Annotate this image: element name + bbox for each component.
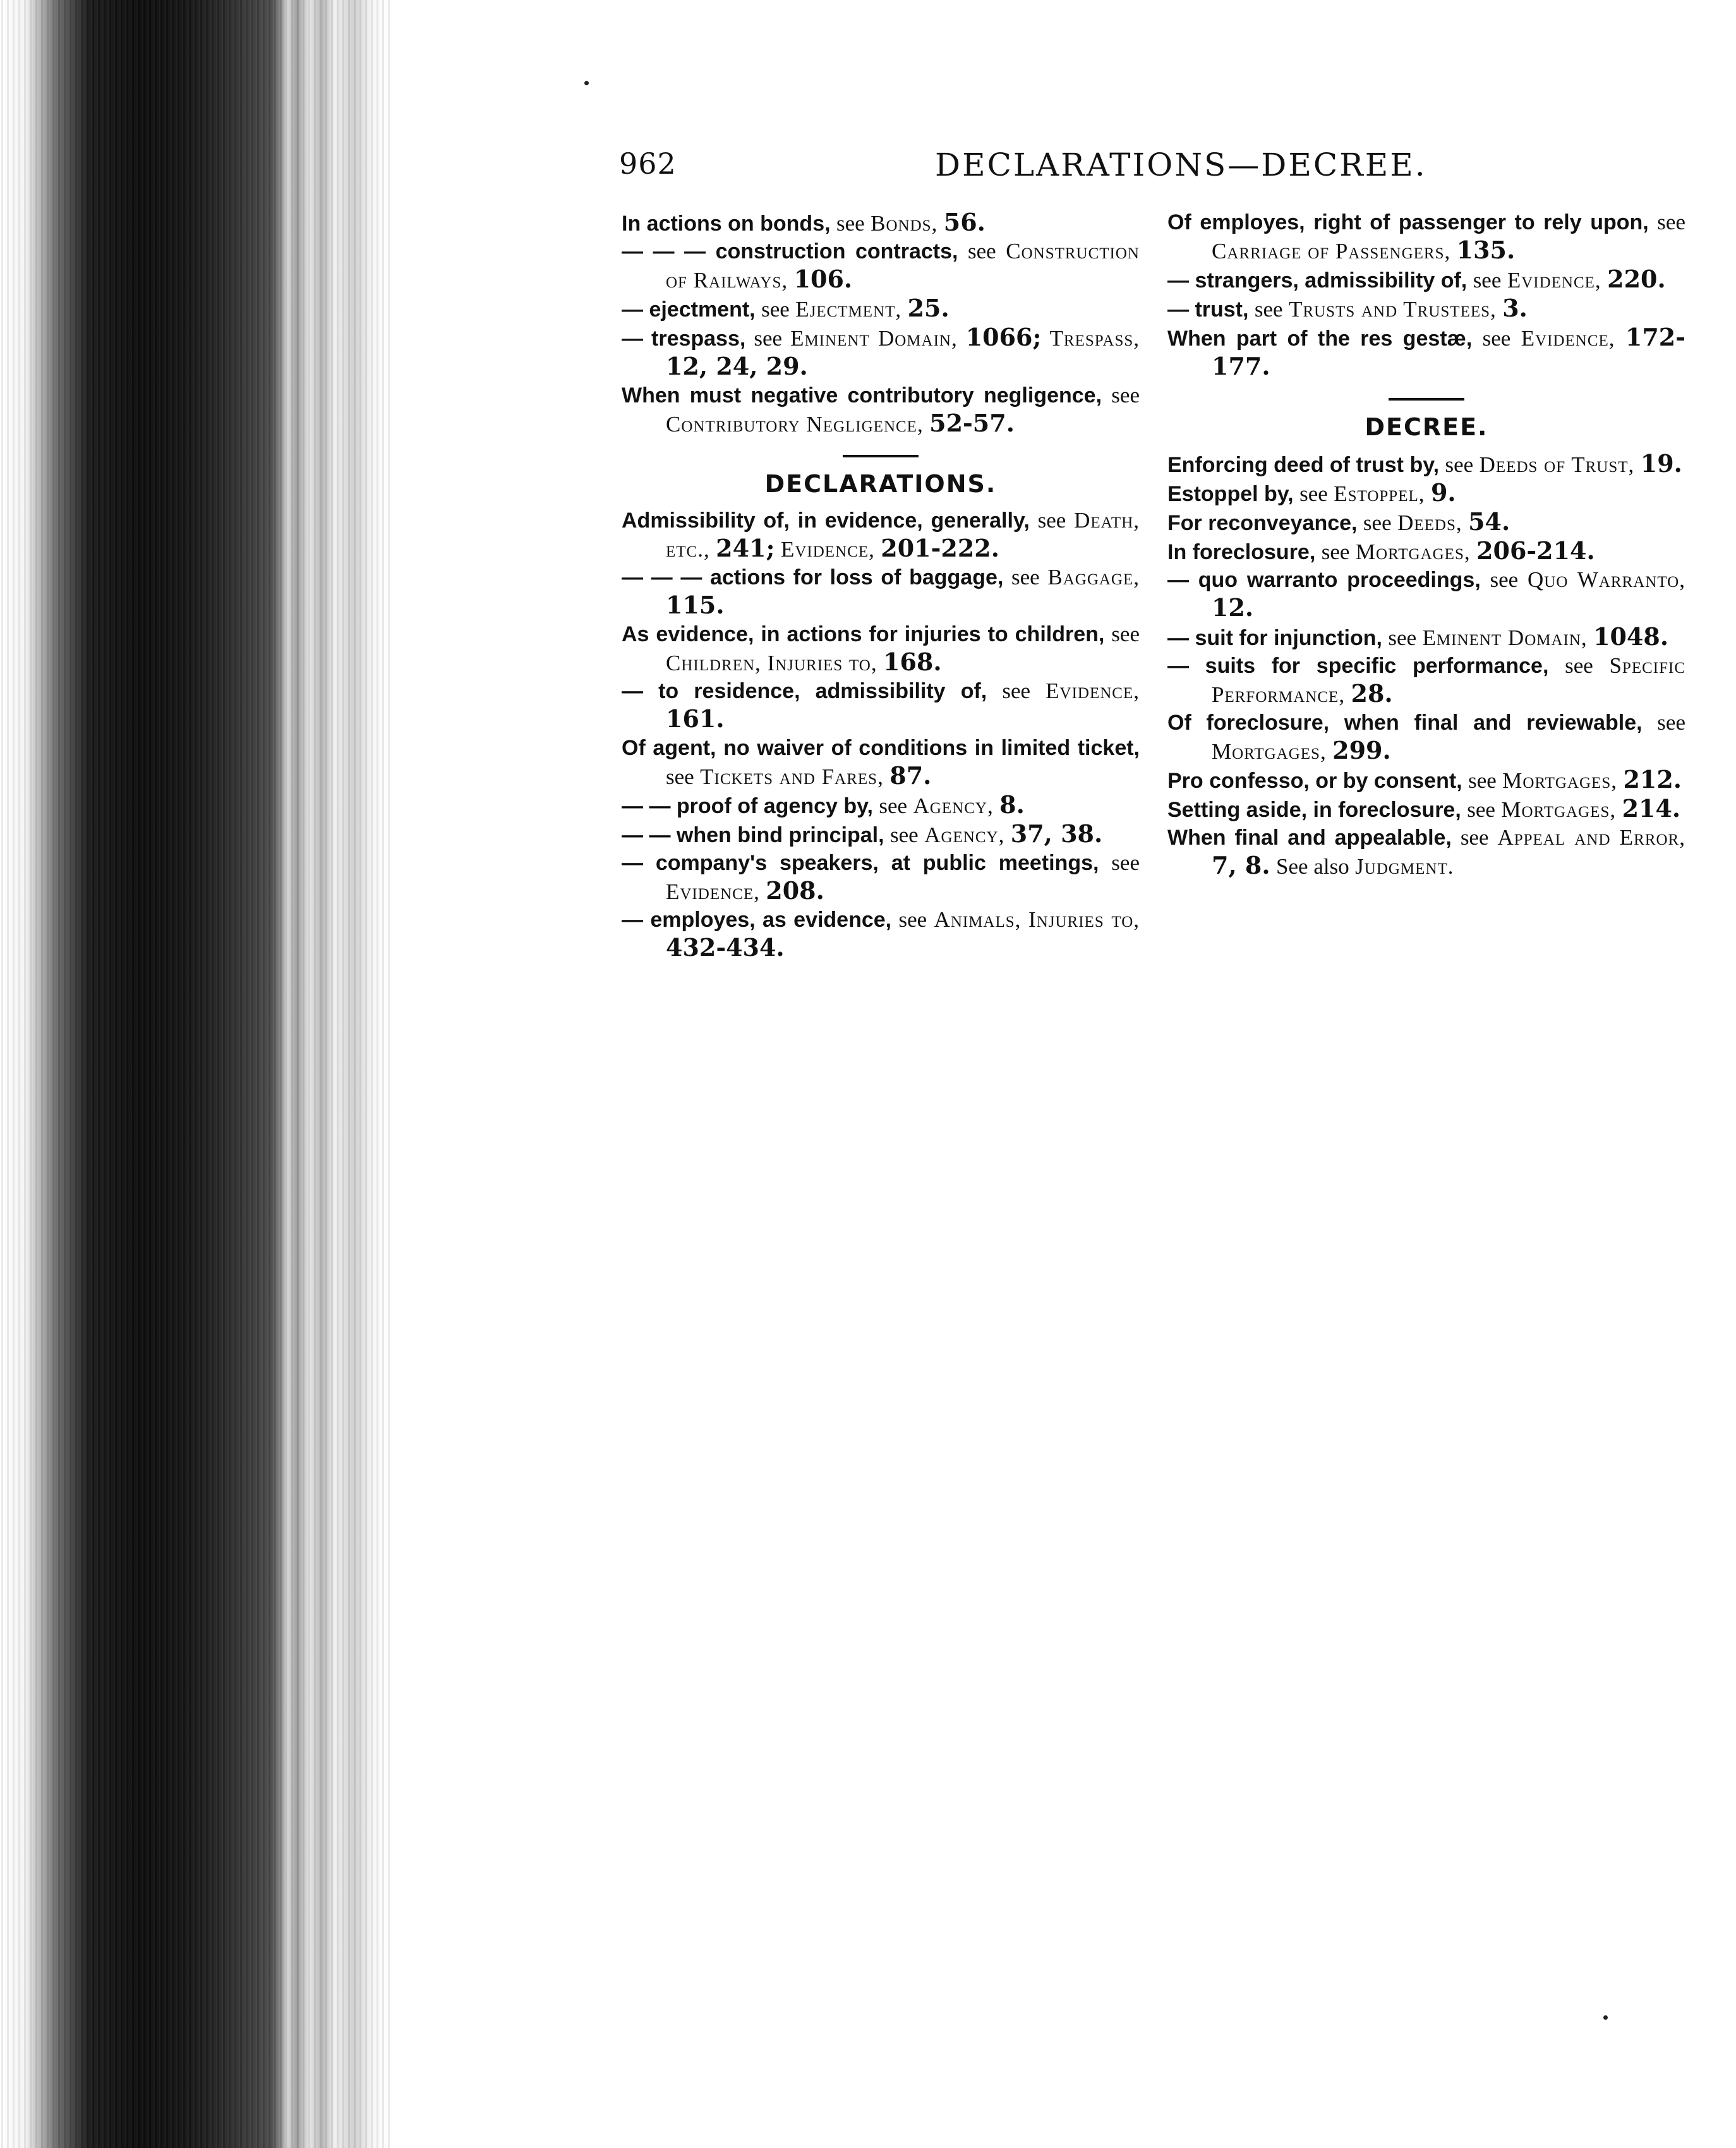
entry-heading: — ejectment, [622, 298, 762, 322]
entry-heading: — — — construction contracts, [622, 239, 968, 263]
reference-number: 56. [943, 208, 986, 236]
index-entry [622, 382, 1140, 438]
section-heading-declarations: DECLARATIONS. [764, 470, 997, 498]
right-entries [1167, 208, 1685, 382]
see-word: see [1467, 797, 1495, 822]
see-word: see [836, 211, 865, 236]
reference-number: 220. [1607, 265, 1666, 293]
see-word: see [1321, 540, 1350, 564]
entry-heading: When final and appealable, [1167, 826, 1461, 850]
page-number: 962 [619, 147, 677, 181]
cross-reference-topic: Trespass, [1049, 326, 1140, 351]
scanned-spine-streaks [0, 0, 392, 2148]
see-word: see [1657, 710, 1685, 735]
entry-heading: — — proof of agency by, [622, 794, 879, 818]
decree-entries [1167, 450, 1685, 881]
entry-heading: Estoppel by, [1167, 482, 1300, 506]
index-entry [622, 294, 1140, 323]
entry-heading: Of agent, no waiver of conditions in limited ticket, [622, 736, 1140, 760]
cross-reference-topic: Evidence, [1046, 679, 1140, 703]
index-entry [622, 849, 1140, 906]
cross-reference-topic: Evidence, [1521, 326, 1615, 351]
scan-speck [584, 81, 589, 85]
section-heading-decree: DECREE. [1365, 413, 1488, 441]
index-entry [1167, 323, 1685, 382]
entry-heading: — — — actions for loss of baggage, [622, 565, 1011, 589]
index-entry [622, 507, 1140, 564]
see-word: see [879, 793, 908, 818]
see-word: see [1011, 565, 1040, 589]
reference-number: 208. [766, 876, 824, 905]
reference-number: 19. [1640, 449, 1682, 478]
reference-number: 168. [883, 648, 942, 676]
cross-reference-topic: Quo Warranto, [1528, 567, 1685, 592]
entry-heading: Of employes, right of passenger to rely upon, [1167, 210, 1658, 234]
index-entry [622, 323, 1140, 382]
reference-number: 7, 8. [1212, 851, 1270, 879]
cross-reference-topic: Contributory Negligence, [666, 412, 924, 437]
cross-reference-topic: Agency, [913, 793, 994, 818]
index-entry [622, 208, 1140, 238]
cross-reference-topic: Specific Performance, [1212, 653, 1686, 707]
index-entry [622, 677, 1140, 734]
reference-number: 106. [793, 265, 853, 293]
index-entry [1167, 795, 1685, 824]
index-entry [1167, 508, 1685, 537]
declarations-entries [622, 507, 1140, 963]
reference-number: 115. [666, 591, 725, 619]
see-word: see [1388, 625, 1417, 650]
index-entry [1167, 824, 1685, 881]
left-column [622, 208, 1140, 963]
entry-heading: Setting aside, in foreclosure, [1167, 798, 1468, 822]
entry-heading: — — when bind principal, [622, 823, 891, 847]
left-entries [622, 208, 1140, 438]
entry-heading: — company's speakers, at public meetings, [622, 851, 1112, 875]
section-divider [843, 455, 919, 457]
index-entry [1167, 479, 1685, 508]
see-word: see [754, 326, 783, 351]
reference-number: 87. [889, 761, 932, 790]
entry-heading: — strangers, admissibility of, [1167, 268, 1473, 293]
entry-heading: — trespass, [622, 327, 754, 351]
entry-heading: Enforcing deed of trust by, [1167, 453, 1445, 477]
index-entry [622, 734, 1140, 791]
reference-number: 12. [1212, 593, 1254, 622]
index-entry [1167, 566, 1685, 623]
cross-reference-topic: Children, Injuries to, [666, 651, 877, 675]
reference-number: 1048. [1593, 622, 1669, 651]
see-word: see [1299, 481, 1328, 506]
see-word: see [1565, 653, 1593, 678]
cross-reference-topic: Agency, [924, 823, 1005, 847]
reference-number: 54. [1468, 507, 1510, 536]
cross-reference-topic: Appeal and Error, [1497, 825, 1685, 850]
see-also-word: See also [1276, 854, 1349, 879]
see-word: see [761, 297, 790, 322]
cross-reference-topic: Trusts and Trustees, [1289, 297, 1497, 322]
entry-heading: For reconveyance, [1167, 511, 1363, 535]
entry-heading: Admissibility of, in evidence, generally, [622, 509, 1038, 533]
see-word: see [1037, 508, 1066, 533]
see-word: see [1460, 825, 1489, 850]
reference-number: 8. [999, 790, 1025, 819]
see-word: see [968, 239, 996, 263]
reference-number: 241; [716, 534, 775, 562]
reference-number: 3. [1502, 294, 1528, 322]
see-word: see [666, 764, 694, 789]
cross-reference-topic: Estoppel, [1334, 481, 1425, 506]
reference-number: 37, 38. [1010, 819, 1103, 848]
reference-number: 52-57. [929, 409, 1015, 437]
entry-heading: — quo warranto proceedings, [1167, 568, 1490, 592]
index-entry [622, 820, 1140, 849]
index-entry [622, 238, 1140, 294]
cross-reference-topic: Eminent Domain, [1422, 625, 1588, 650]
entry-heading: — suit for injunction, [1167, 626, 1389, 650]
index-entry [622, 620, 1140, 677]
index-entry [1167, 450, 1685, 479]
running-head [619, 147, 1693, 191]
see-word: see [1468, 768, 1497, 793]
reference-number: 432-434. [666, 933, 785, 962]
entry-heading: — suits for specific performance, [1167, 654, 1565, 678]
cross-reference-topic: Evidence, [780, 537, 875, 562]
see-word: see [1445, 452, 1474, 477]
index-entry [1167, 265, 1685, 294]
index-entry [1167, 652, 1685, 709]
cross-reference-topic: Construction of Railways, [666, 239, 1140, 293]
reference-number: 25. [907, 294, 949, 322]
entry-heading: When part of the res gestæ, [1167, 327, 1483, 351]
see-word: see [1490, 567, 1519, 592]
reference-number: 161. [666, 704, 725, 733]
index-entry [1167, 766, 1685, 795]
see-word: see [1111, 850, 1140, 875]
index-entry [1167, 623, 1685, 652]
see-word: see [1482, 326, 1511, 351]
reference-number: 12, 24, 29. [666, 352, 808, 380]
see-word: see [1657, 210, 1685, 234]
cross-reference-topic: Carriage of Passengers, [1212, 239, 1451, 263]
index-entry [622, 564, 1140, 620]
cross-reference-topic: Tickets and Fares, [700, 764, 884, 789]
section-divider [1389, 398, 1464, 401]
index-entry [1167, 294, 1685, 323]
cross-reference-topic: Evidence, [1507, 268, 1601, 293]
index-entry [1167, 709, 1685, 766]
cross-reference-topic: Mortgages, [1502, 768, 1617, 793]
reference-number: 9. [1430, 478, 1456, 507]
cross-reference-topic: Deeds of Trust, [1479, 452, 1635, 477]
reference-number: 212. [1623, 765, 1682, 793]
cross-reference-topic: Death, etc., [666, 508, 1140, 562]
index-entry [1167, 537, 1685, 566]
index-entry [622, 791, 1140, 820]
reference-number: 299. [1332, 736, 1391, 764]
see-word: see [1002, 679, 1031, 703]
see-word: see [898, 907, 927, 932]
cross-reference-topic: Animals, Injuries to, [934, 907, 1140, 932]
cross-reference-topic: Ejectment, [795, 297, 902, 322]
cross-reference-topic: Evidence, [666, 879, 760, 904]
reference-number: 201-222. [881, 534, 999, 562]
reference-number: 135. [1456, 236, 1516, 264]
cross-reference-topic: Bonds, [871, 211, 938, 236]
reference-number: 206-214. [1476, 536, 1595, 565]
scan-speck [1603, 2015, 1608, 2020]
see-word: see [1363, 510, 1392, 535]
entry-heading: — employes, as evidence, [622, 908, 899, 932]
page-title: DECLARATIONS—DECREE. [935, 147, 1427, 183]
reference-number: 28. [1351, 679, 1393, 708]
index-entry [1167, 208, 1685, 265]
see-word: see [1254, 297, 1283, 322]
entry-heading: — trust, [1167, 298, 1255, 322]
see-word: see [890, 823, 919, 847]
cross-reference-topic: Deeds, [1397, 510, 1462, 535]
reference-number: 214. [1622, 794, 1681, 823]
cross-reference-topic: Mortgages, [1212, 739, 1327, 764]
reference-number: 172-177. [1212, 323, 1685, 380]
entry-heading: Pro confesso, or by consent, [1167, 769, 1469, 793]
entry-heading: When must negative contributory negligence, [622, 383, 1112, 407]
entry-heading: In actions on bonds, [622, 212, 836, 236]
right-column [1167, 208, 1685, 881]
cross-reference-topic: Baggage, [1047, 565, 1140, 589]
cross-reference-topic: Mortgages, [1355, 540, 1471, 564]
reference-number: 1066; [965, 323, 1042, 351]
cross-reference-topic: Mortgages, [1501, 797, 1617, 822]
entry-heading: In foreclosure, [1167, 540, 1322, 564]
index-entry [622, 906, 1140, 963]
cross-reference-topic: Judgment. [1355, 854, 1454, 879]
see-word: see [1111, 622, 1140, 646]
cross-reference-topic: Eminent Domain, [790, 326, 958, 351]
see-word: see [1473, 268, 1502, 293]
entry-heading: — to residence, admissibility of, [622, 679, 1003, 703]
see-word: see [1111, 383, 1140, 407]
entry-heading: As evidence, in actions for injuries to children, [622, 622, 1112, 646]
entry-heading: Of foreclosure, when final and reviewable, [1167, 711, 1658, 735]
